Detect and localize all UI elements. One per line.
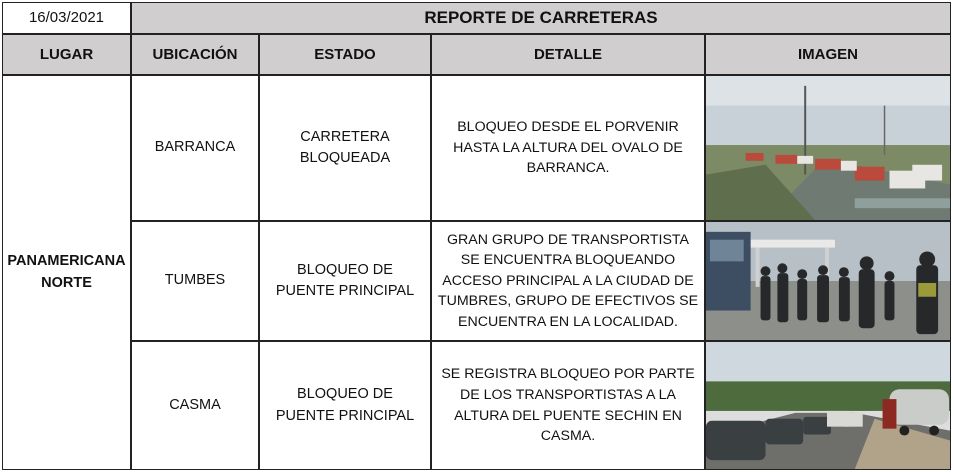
lugar-cell: [2, 75, 131, 470]
table-row-barranca-ubicacion: BARRANCA: [131, 75, 259, 221]
table-row-barranca-detalle: BLOQUEO DESDE EL PORVENIR HASTA LA ALTURA DEL OVALO DE BARRANCA.: [431, 75, 705, 221]
table-row-tumbes-detalle: GRAN GRUPO DE TRANSPORTISTA SE ENCUENTRA BLOQUEANDO ACCESO PRINCIPAL A LA CIUDAD DE TUMBRES, GRUPO DE EFECTIVOS SE ENCUENTRA EN LA LOCALIDAD.: [431, 221, 705, 341]
column-header-estado: ESTADO: [259, 34, 431, 75]
table-row-tumbes-ubicacion: TUMBES: [131, 221, 259, 341]
report-date: 16/03/2021: [2, 2, 131, 34]
table-row-casma-ubicacion: CASMA: [131, 341, 259, 470]
report-title: REPORTE DE CARRETERAS: [131, 2, 951, 34]
column-header-lugar: LUGAR: [2, 34, 131, 75]
table-row-barranca-estado: CARRETERA BLOQUEADA: [259, 75, 431, 221]
barranca-highway-photo: [705, 75, 951, 221]
tumbes-police-photo: [705, 221, 951, 341]
table-row-casma-estado: BLOQUEO DE PUENTE PRINCIPAL: [259, 341, 431, 470]
casma-truck-queue-photo: [705, 341, 951, 470]
lugar-value: PANAMERICANA NORTE: [7, 253, 126, 291]
column-header-imagen: IMAGEN: [705, 34, 951, 75]
column-header-ubicacion: UBICACIÓN: [131, 34, 259, 75]
table-row-tumbes-estado: BLOQUEO DE PUENTE PRINCIPAL: [259, 221, 431, 341]
table-row-casma-detalle: SE REGISTRA BLOQUEO POR PARTE DE LOS TRANSPORTISTAS A LA ALTURA DEL PUENTE SECHIN EN CASMA.: [431, 341, 705, 470]
column-header-detalle: DETALLE: [431, 34, 705, 75]
